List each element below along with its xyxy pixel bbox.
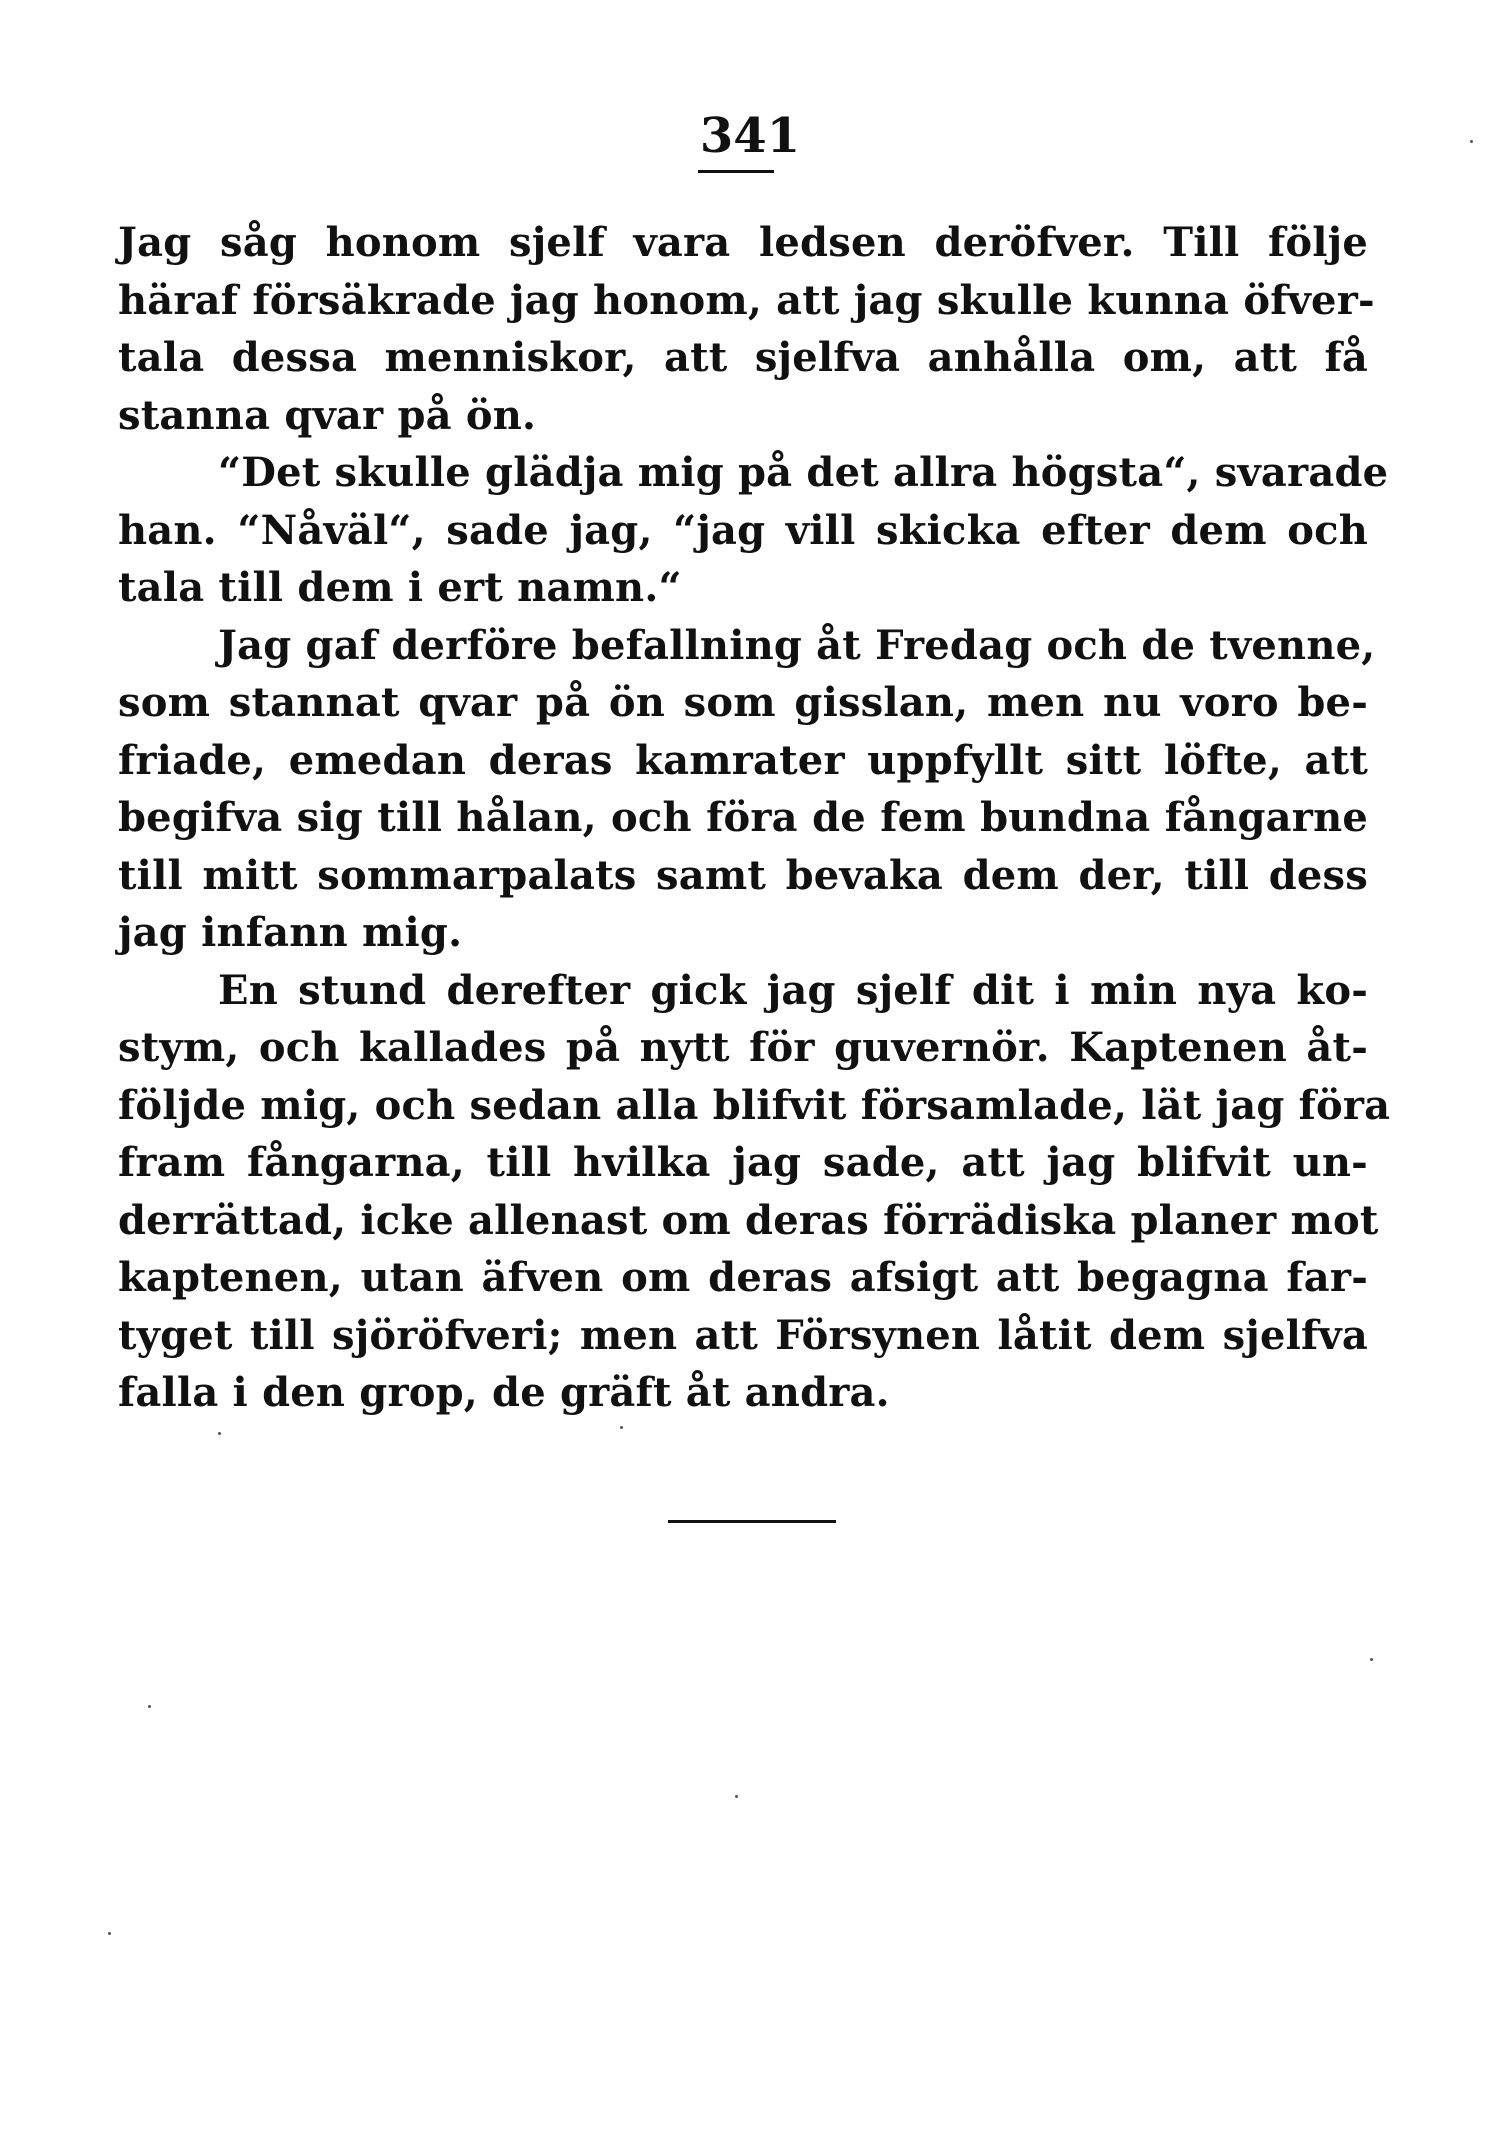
text-line: kaptenen, utan äfven om deras afsigt att begagna far- — [118, 1254, 1368, 1301]
text-line: Jag gaf derföre befallning åt Fredag och de tvenne, — [218, 621, 1376, 669]
text-line: friade, emedan deras kamrater uppfyllt sitt löfte, att — [118, 736, 1368, 784]
scan-speck — [1470, 140, 1473, 143]
scan-speck — [108, 1932, 111, 1935]
text-line: stanna qvar på ön. — [118, 391, 537, 439]
text-line: stym, och kallades på nytt för guvernör. Kaptenen åt- — [118, 1024, 1368, 1071]
text-line: fram fångarna, till hvilka jag sade, att jag blifvit un- — [118, 1139, 1368, 1186]
text-line: han. “Nåväl“, sade jag, “jag vill skicka efter dem och — [118, 506, 1368, 554]
text-line: tala till dem i ert namn.“ — [118, 564, 682, 611]
text-line: tala dessa menniskor, att sjelfva anhålla om, att få — [118, 334, 1368, 381]
body-text — [118, 214, 1391, 1422]
text-line: falla i den grop, de gräft åt andra. — [118, 1369, 890, 1416]
text-line: som stannat qvar på ön som gisslan, men nu voro be- — [118, 679, 1368, 726]
text-line: derrättad, icke allenast om deras förrädiska planer mot — [118, 1196, 1379, 1244]
end-rule — [668, 1520, 836, 1523]
text-line: Jag såg honom sjelf vara ledsen deröfver. Till följe — [118, 219, 1368, 266]
scan-speck — [148, 1705, 151, 1708]
text-line: begifva sig till hålan, och föra de fem bundna fångarne — [118, 794, 1368, 841]
text-line: jag infann mig. — [118, 909, 463, 956]
scan-speck — [218, 1432, 221, 1435]
text-line: tyget till sjöröfveri; men att Försynen låtit dem sjelfva — [118, 1311, 1368, 1359]
text-line: En stund derefter gick jag sjelf dit i min nya ko- — [218, 966, 1368, 1014]
text-line: “Det skulle glädja mig på det allra högsta“, svarade — [218, 449, 1389, 496]
page-number: 341 — [699, 108, 801, 164]
scan-speck — [1370, 1658, 1373, 1661]
text-line: till mitt sommarpalats samt bevaka dem der, till dess — [118, 851, 1368, 899]
page-number-underline — [698, 170, 774, 173]
text-line: följde mig, och sedan alla blifvit församlade, lät jag föra — [118, 1081, 1391, 1129]
scan-speck — [735, 1795, 738, 1798]
text-line: häraf försäkrade jag honom, att jag skulle kunna öfver- — [118, 276, 1375, 324]
scan-speck — [620, 1426, 623, 1429]
